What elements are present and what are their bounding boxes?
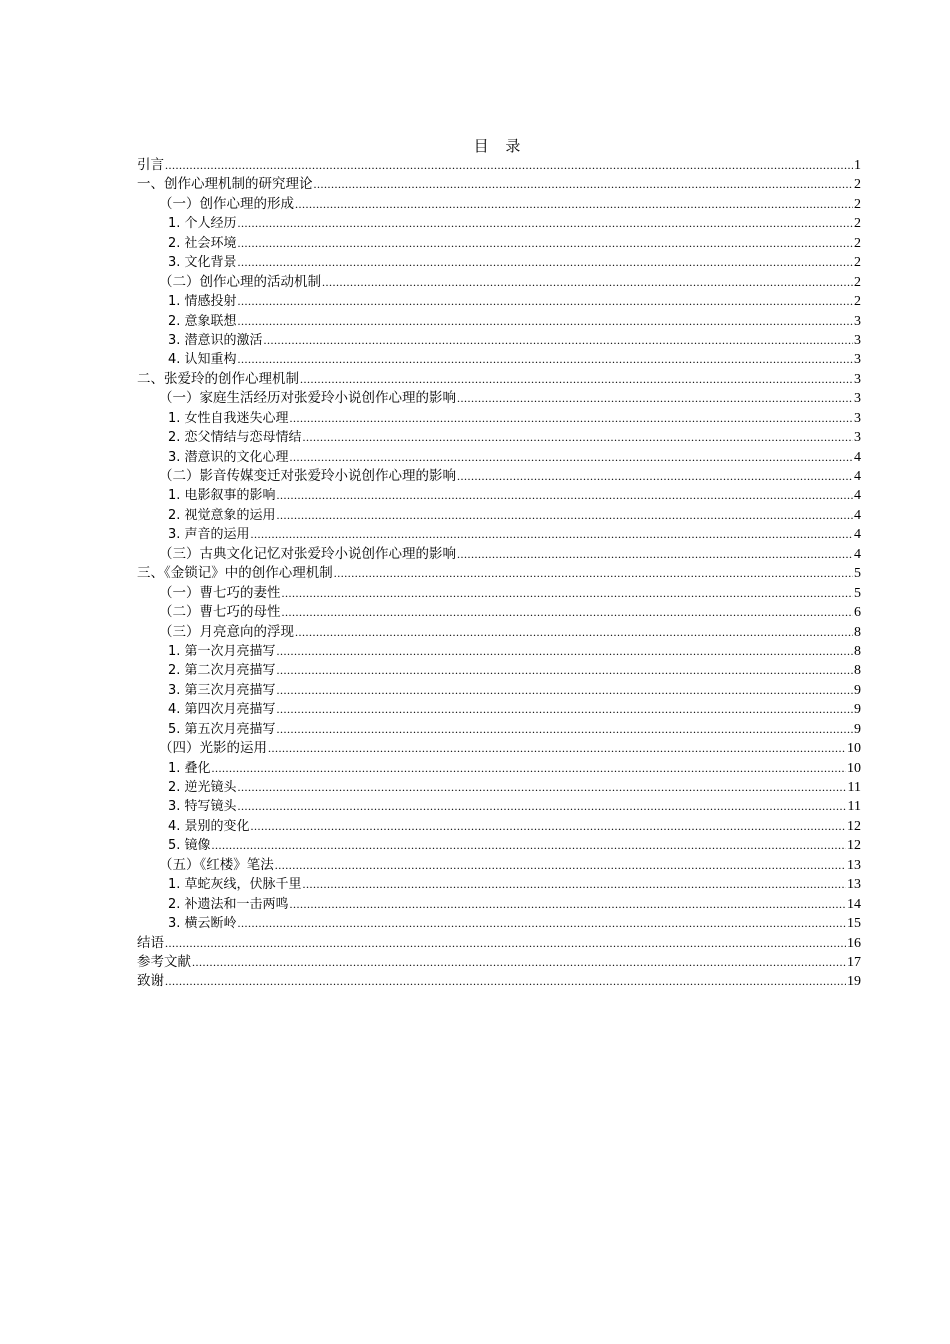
toc-entry[interactable] — [137, 253, 861, 272]
toc-entry-title: 结语 — [137, 934, 164, 951]
toc-page-number: 2 — [854, 294, 861, 310]
toc-dot-leader — [238, 253, 853, 272]
toc-page-number: 11 — [847, 799, 861, 815]
toc-entry[interactable] — [137, 759, 861, 778]
toc-entry-title: （三）月亮意向的浮现 — [159, 623, 294, 640]
toc-dot-leader — [457, 467, 853, 486]
toc-entry[interactable] — [137, 273, 861, 292]
toc-entry[interactable] — [137, 195, 861, 214]
toc-entry[interactable] — [137, 175, 861, 194]
toc-entry-title: 2. 视觉意象的运用 — [168, 507, 276, 523]
toc-dot-leader — [282, 603, 854, 622]
toc-entry-title: 1. 个人经历 — [168, 216, 237, 232]
toc-page-number: 8 — [854, 643, 861, 659]
toc-entry-title: 2. 社会环境 — [168, 235, 237, 251]
toc-dot-leader — [238, 350, 853, 369]
toc-entry-title: 3. 第三次月亮描写 — [168, 682, 276, 698]
toc-entry[interactable] — [137, 564, 861, 583]
toc-entry[interactable] — [137, 234, 861, 253]
toc-page-number: 9 — [854, 682, 861, 698]
toc-page-number: 10 — [847, 760, 861, 776]
toc-entry[interactable] — [137, 292, 861, 311]
toc-entry-title: 2. 恋父情结与恋母情结 — [168, 430, 302, 446]
toc-dot-leader — [277, 506, 853, 525]
toc-entry[interactable] — [137, 525, 861, 544]
toc-page-number: 4 — [854, 488, 861, 504]
toc-dot-leader — [457, 389, 853, 408]
toc-entry-title: 3. 文化背景 — [168, 255, 237, 271]
toc-page-number: 14 — [847, 896, 861, 912]
toc-title: 目 录 — [473, 137, 527, 155]
toc-page-number: 16 — [847, 935, 861, 951]
toc-entry[interactable] — [137, 739, 861, 758]
toc-entry[interactable] — [137, 584, 861, 603]
toc-page-number: 13 — [847, 857, 861, 873]
toc-page-number: 13 — [847, 877, 861, 893]
toc-entry[interactable] — [137, 389, 861, 408]
toc-entry-title: 4. 认知重构 — [168, 352, 237, 368]
toc-dot-leader — [212, 836, 846, 855]
toc-page-number: 2 — [854, 274, 861, 290]
toc-dot-leader — [251, 817, 846, 836]
toc-entry[interactable] — [137, 661, 861, 680]
toc-entry-title: （一）创作心理的形成 — [159, 195, 294, 212]
toc-entry[interactable] — [137, 214, 861, 233]
toc-entry-title: 3. 特写镜头 — [168, 799, 237, 815]
toc-entry-title: 致谢 — [137, 973, 164, 990]
toc-dot-leader — [264, 331, 853, 350]
toc-page-number: 2 — [854, 235, 861, 251]
toc-entry-title: （四）光影的运用 — [159, 740, 267, 757]
toc-entry-title: 2. 逆光镜头 — [168, 780, 237, 795]
toc-dot-leader — [165, 156, 853, 175]
toc-page-number: 2 — [854, 216, 861, 232]
toc-dot-leader — [238, 914, 846, 933]
toc-entry[interactable] — [137, 409, 861, 428]
toc-page-number: 3 — [854, 430, 861, 446]
toc-page-number: 2 — [854, 177, 861, 193]
toc-entry-title: 引言 — [137, 157, 164, 173]
toc-page-number: 2 — [854, 196, 861, 212]
toc-entry[interactable] — [137, 700, 861, 719]
toc-entry-title: 4. 景别的变化 — [168, 818, 250, 834]
toc-page-number: 9 — [854, 721, 861, 737]
toc-page-number: 4 — [854, 469, 861, 484]
toc-dot-leader — [238, 292, 853, 311]
toc-entry[interactable] — [137, 350, 861, 369]
toc-entry[interactable] — [137, 681, 861, 700]
toc-entry[interactable] — [137, 972, 861, 991]
toc-entry[interactable] — [137, 642, 861, 661]
toc-dot-leader — [303, 428, 853, 447]
table-of-contents — [137, 156, 861, 992]
toc-page-number: 3 — [854, 371, 861, 387]
toc-dot-leader — [290, 409, 853, 428]
toc-page-number: 3 — [854, 410, 861, 426]
toc-dot-leader — [303, 875, 846, 894]
toc-entry-title: （二）影音传媒变迁对张爱玲小说创作心理的影响 — [159, 468, 456, 484]
toc-dot-leader — [275, 856, 846, 875]
toc-entry-title: 1. 情感投射 — [168, 294, 237, 310]
toc-page-number: 1 — [854, 158, 861, 173]
toc-page-number: 12 — [847, 818, 861, 834]
toc-entry-title: 1. 草蛇灰线，伏脉千里 — [168, 877, 302, 893]
toc-dot-leader — [277, 720, 853, 739]
toc-dot-leader — [282, 584, 854, 603]
toc-page-number: 3 — [854, 332, 861, 348]
toc-entry[interactable] — [137, 856, 861, 875]
toc-entry[interactable] — [137, 448, 861, 467]
toc-entry-title: 3. 潜意识的激活 — [168, 332, 263, 348]
toc-entry[interactable] — [137, 623, 861, 642]
toc-page-number: 9 — [854, 702, 861, 718]
toc-entry[interactable] — [137, 797, 861, 816]
toc-entry[interactable] — [137, 934, 861, 953]
toc-entry-title: 5. 第五次月亮描写 — [168, 721, 276, 737]
toc-entry-title: 1. 女性自我迷失心理 — [168, 410, 289, 426]
toc-page-number: 15 — [847, 916, 861, 932]
toc-page-number: 4 — [854, 449, 861, 465]
toc-entry[interactable] — [137, 953, 861, 972]
toc-entry[interactable] — [137, 506, 861, 525]
toc-dot-leader — [457, 545, 853, 564]
toc-dot-leader — [290, 895, 846, 914]
toc-page-number: 3 — [854, 352, 861, 368]
toc-page-number: 2 — [854, 255, 861, 271]
toc-page-number: 17 — [847, 954, 861, 970]
toc-page-number: 5 — [854, 566, 861, 582]
toc-entry-title: （一）曹七巧的妻性 — [159, 584, 281, 601]
toc-dot-leader — [238, 312, 853, 331]
toc-page-number: 3 — [854, 313, 861, 329]
toc-entry[interactable] — [137, 312, 861, 331]
toc-entry-title: 二、张爱玲的创作心理机制 — [137, 370, 299, 387]
toc-page-number: 8 — [854, 624, 861, 640]
toc-dot-leader — [314, 175, 854, 194]
toc-entry[interactable] — [137, 914, 861, 933]
toc-dot-leader — [212, 759, 846, 778]
toc-dot-leader — [277, 661, 853, 680]
toc-entry[interactable] — [137, 428, 861, 447]
toc-entry-title: 4. 第四次月亮描写 — [168, 702, 276, 718]
toc-page-number: 3 — [854, 391, 861, 407]
toc-entry[interactable] — [137, 778, 861, 797]
toc-page-number: 8 — [854, 663, 861, 679]
toc-entry-title: （二）曹七巧的母性 — [159, 604, 281, 621]
toc-page-number: 4 — [854, 507, 861, 523]
toc-dot-leader — [192, 953, 846, 972]
toc-entry-title: 2. 补遗法和一击两鸣 — [168, 896, 289, 912]
toc-entry-title: 5. 镜像 — [168, 838, 211, 854]
toc-entry-title: 参考文献 — [137, 953, 191, 970]
toc-page-number: 12 — [847, 838, 861, 854]
toc-page-number: 5 — [854, 585, 861, 601]
toc-dot-leader — [277, 642, 853, 661]
toc-entry[interactable] — [137, 895, 861, 914]
toc-entry[interactable] — [137, 720, 861, 739]
toc-entry[interactable] — [137, 486, 861, 505]
toc-dot-leader — [322, 273, 853, 292]
toc-dot-leader — [251, 525, 853, 544]
toc-entry-title: 3. 声音的运用 — [168, 527, 250, 543]
toc-entry-title: 2. 意象联想 — [168, 313, 237, 329]
toc-dot-leader — [268, 739, 846, 758]
toc-dot-leader — [277, 486, 853, 505]
toc-dot-leader — [277, 700, 853, 719]
toc-page-number: 4 — [854, 527, 861, 543]
toc-entry-title: 3. 潜意识的文化心理 — [168, 449, 289, 465]
toc-dot-leader — [295, 623, 853, 642]
toc-dot-leader — [334, 564, 853, 583]
toc-entry[interactable] — [137, 467, 861, 486]
toc-dot-leader — [238, 778, 847, 797]
toc-dot-leader — [290, 448, 853, 467]
toc-dot-leader — [277, 681, 853, 700]
toc-dot-leader — [295, 195, 853, 214]
toc-entry-title: 1. 电影叙事的影响 — [168, 488, 276, 504]
toc-entry-title: 2. 第二次月亮描写 — [168, 663, 276, 679]
toc-dot-leader — [238, 797, 847, 816]
toc-dot-leader — [300, 370, 853, 389]
toc-entry[interactable] — [137, 370, 861, 389]
toc-dot-leader — [238, 214, 853, 233]
toc-entry[interactable] — [137, 156, 861, 175]
toc-page-number: 10 — [847, 741, 861, 757]
toc-entry[interactable] — [137, 603, 861, 622]
toc-dot-leader — [165, 934, 846, 953]
toc-entry-title: 1. 第一次月亮描写 — [168, 643, 276, 659]
toc-entry-title: 三、《金锁记》中的创作心理机制 — [137, 565, 333, 582]
toc-entry[interactable] — [137, 545, 861, 564]
toc-entry-title: （三）古典文化记忆对张爱玲小说创作心理的影响 — [159, 545, 456, 562]
toc-dot-leader — [165, 972, 846, 991]
toc-page-number: 19 — [847, 974, 861, 990]
toc-entry[interactable] — [137, 875, 861, 894]
toc-entry-title: 一、创作心理机制的研究理论 — [137, 176, 313, 193]
toc-entry-title: 3. 横云断岭 — [168, 916, 237, 932]
toc-entry[interactable] — [137, 836, 861, 855]
toc-entry[interactable] — [137, 331, 861, 350]
toc-entry-title: （五）《红楼》笔法 — [159, 856, 274, 873]
toc-entry-title: （一）家庭生活经历对张爱玲小说创作心理的影响 — [159, 390, 456, 407]
toc-entry-title: （二）创作心理的活动机制 — [159, 273, 321, 290]
toc-entry[interactable] — [137, 817, 861, 836]
toc-entry-title: 1. 叠化 — [168, 760, 211, 776]
toc-page-number: 11 — [847, 780, 861, 795]
toc-page-number: 4 — [854, 546, 861, 562]
toc-page-number: 6 — [854, 605, 861, 621]
toc-dot-leader — [238, 234, 853, 253]
